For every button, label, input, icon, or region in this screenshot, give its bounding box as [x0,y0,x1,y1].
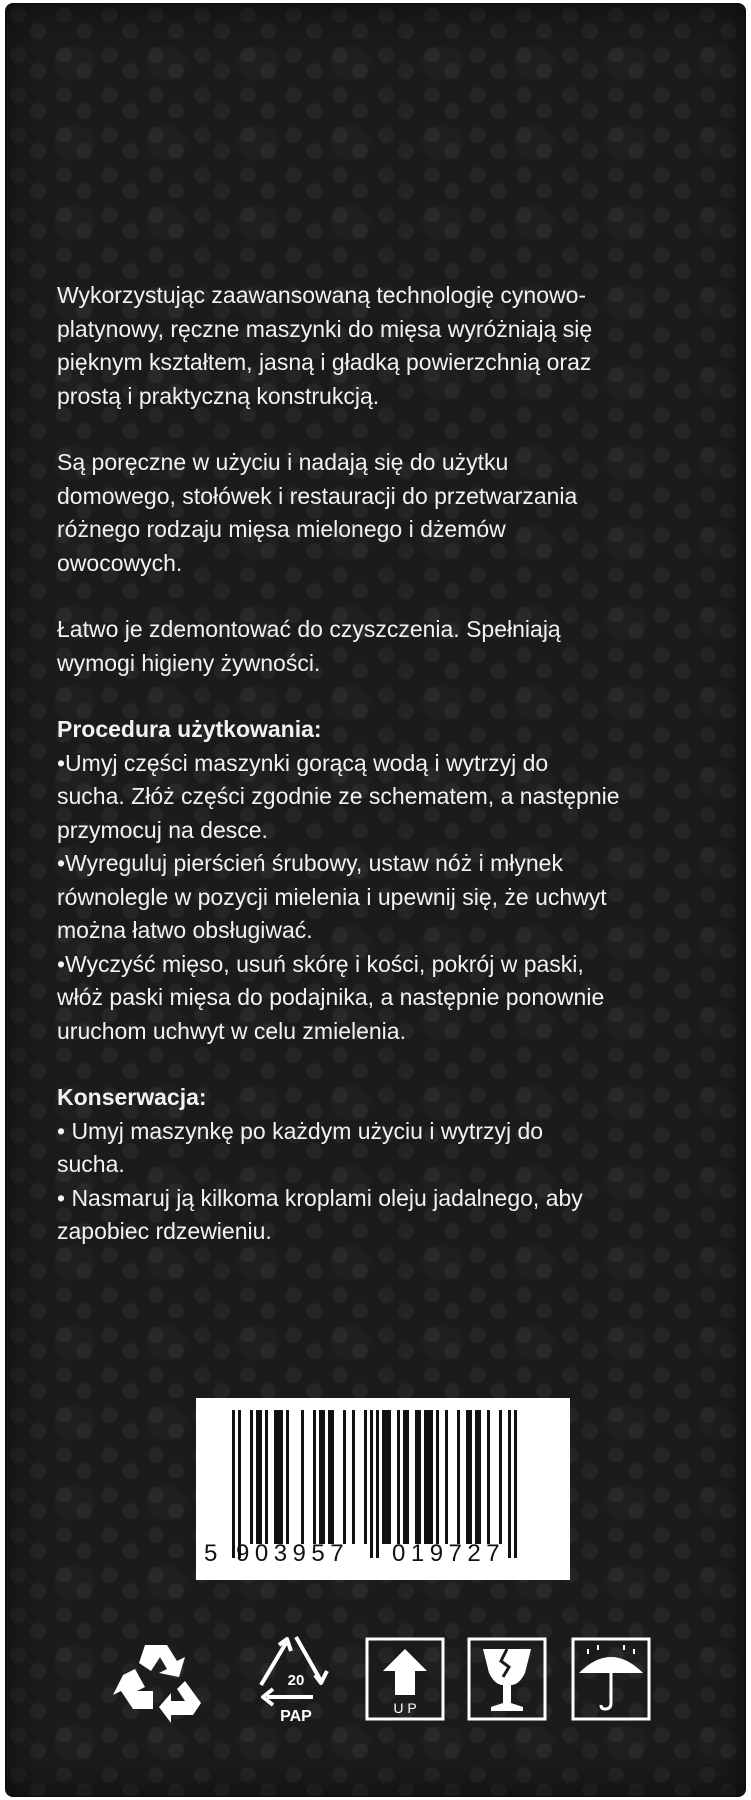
barcode-bar [499,1410,502,1544]
paper-code-label: PAP [280,1708,312,1725]
barcode-bar [250,1410,253,1544]
umbrella-icon [571,1637,651,1721]
barcode-bar [415,1410,418,1544]
this-way-up-icon [365,1637,445,1721]
barcode-bar [343,1410,346,1544]
barcode-bar [328,1410,331,1544]
barcode-bar [466,1410,469,1544]
barcode-bar [280,1410,283,1544]
barcode-number [196,1540,570,1570]
barcode-bar [457,1410,460,1544]
barcode-bar [319,1410,322,1544]
barcode-bar [397,1410,400,1544]
barcode-bar [265,1410,268,1544]
barcode-bar [514,1410,517,1558]
procedure-item: •Wyreguluj pierścień śrubowy, ustaw nóż i młynek równolegle w pozycji mielenia i upewnij się, że uchwyt można łatwo obsługiwać. [57,850,607,943]
barcode-bar [322,1410,325,1544]
maintenance-item: • Umyj maszynkę po każdym użyciu i wytrzyj do sucha. [57,1117,544,1177]
barcode-bar [436,1410,439,1544]
paper-code-number: 20 [287,1672,305,1689]
barcode-bar [352,1410,355,1544]
maintenance-item: • Nasmaruj ją kilkoma kroplami oleju jadalnego, aby zapobiec rdzewieniu. [57,1184,583,1244]
barcode-bar [232,1410,235,1558]
maintenance-heading: Konserwacja: [57,1084,207,1110]
barcode-bar [364,1410,367,1544]
packaging-panel [5,3,746,1797]
procedure-section [57,713,717,1048]
barcode [196,1398,570,1580]
barcode-bar [475,1410,478,1544]
barcode-bar [259,1410,262,1544]
barcode-right-digits: 019727 [392,1540,506,1567]
barcode-bar [382,1410,385,1544]
barcode-bar [277,1410,280,1544]
packaging-symbols [5,1631,746,1731]
barcode-bar [424,1410,427,1544]
barcode-bar [286,1410,289,1544]
barcode-bar [427,1410,430,1544]
barcode-bar [508,1410,511,1558]
barcode-bar [418,1410,421,1544]
barcode-bar [256,1410,259,1544]
barcode-bar [469,1410,472,1544]
fragile-glass-icon [467,1637,547,1721]
barcode-bar [445,1410,448,1544]
barcode-bar [313,1410,316,1544]
barcode-left-digits: 903957 [236,1540,350,1567]
barcode-lead-digit: 5 [204,1540,218,1567]
procedure-heading: Procedura użytkowania: [57,716,322,742]
barcode-bar [406,1410,409,1544]
procedure-item: •Wyczyść mięso, usuń skórę i kości, pokrój w paski, włóż paski mięsa do podajnika, a następnie ponownie uruchom uchwyt w celu zmielenia. [57,950,605,1044]
barcode-bar [238,1410,241,1558]
barcode-bar [274,1410,277,1544]
barcode-bar [388,1410,391,1544]
cleaning-paragraph: Łatwo je zdemontować do czyszczenia. Spełniają wymogi higieny żywności. [57,616,561,676]
paper-recycling-code-icon [251,1631,341,1727]
up-label: U P [393,1700,417,1716]
usage-paragraph: Są poręczne w użyciu i nadają się do użytku domowego, stołówek i restauracji do przetwarzania różnego rodzaju mięsa mielonego i dżemów owocowych. [57,449,578,576]
barcode-bar [370,1410,373,1558]
recycle-icon [105,1639,209,1723]
barcode-bar [487,1410,490,1544]
barcode-bar [301,1410,304,1544]
barcode-bar [385,1410,388,1544]
barcode-bar [430,1410,433,1544]
intro-paragraph: Wykorzystując zaawansowaną technologię cynowo- platynowy, ręczne maszynki do mięsa wyróżniają się pięknym kształtem, jasną i gładką powierzchnią oraz prostą i praktyczną konstrukcją. [57,282,593,409]
procedure-item: •Umyj części maszynki gorącą wodą i wytrzyj do sucha. Złóż części zgodnie ze schematem, a następnie przymocuj na desce. [57,749,620,843]
barcode-bar [376,1410,379,1558]
maintenance-section [57,1081,717,1249]
barcode-bar [403,1410,406,1544]
description-text [57,279,717,1282]
barcode-bar [478,1410,481,1544]
barcode-bar [331,1410,334,1544]
